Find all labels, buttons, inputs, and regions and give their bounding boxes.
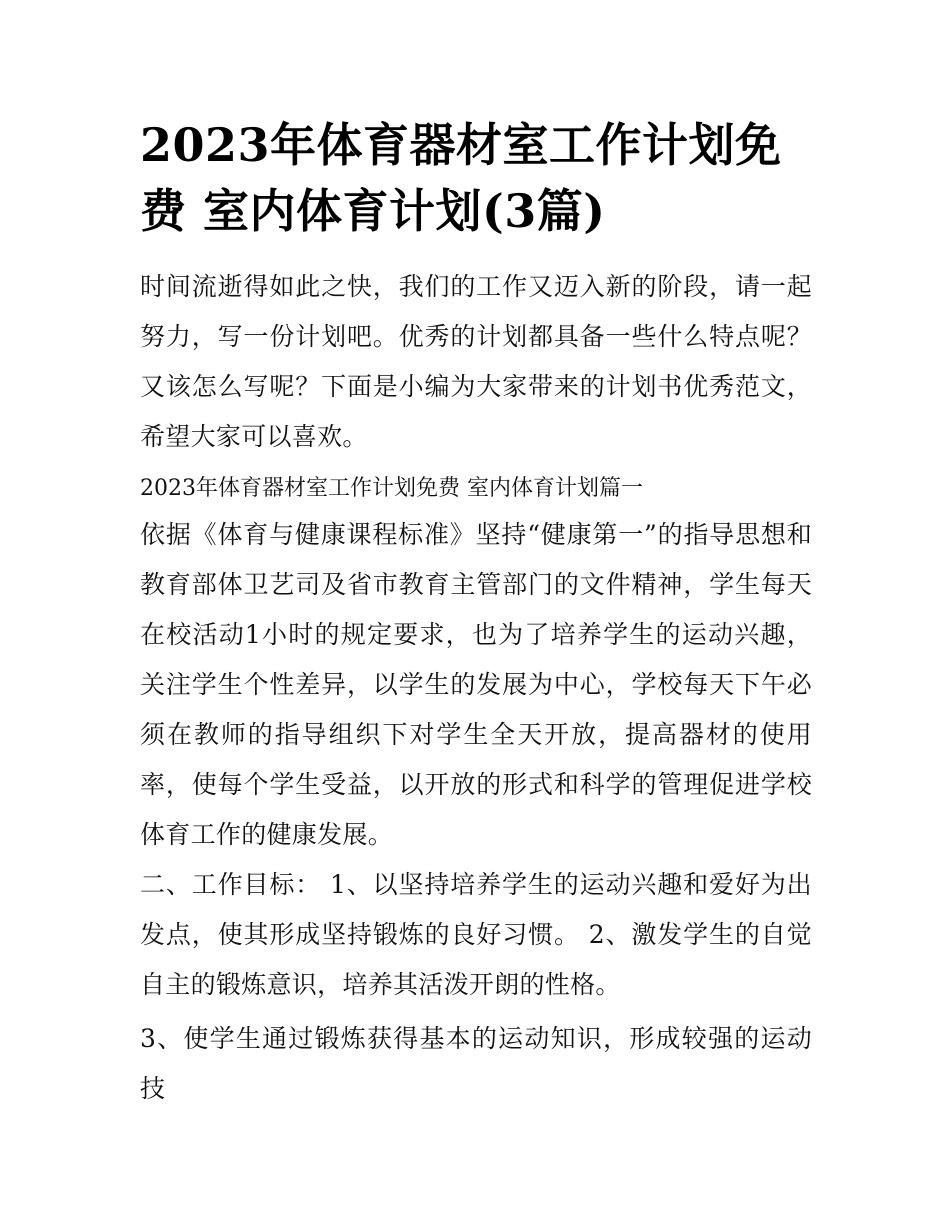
body-paragraph-2: 二、工作目标： 1、以坚持培养学生的运动兴趣和爱好为出发点，使其形成坚持锻炼的良好习惯。 2、激发学生的自觉自主的锻炼意识，培养其活泼开朗的性格。 — [140, 870, 812, 999]
document-title: 2023年体育器材室工作计划免费 室内体育计划(3篇) — [140, 118, 782, 238]
body-paragraph-1: 依据《体育与健康课程标准》坚持“健康第一”的指导思想和教育部体卫艺司及省市教育主管部门的文件精神，学生每天在校活动1小时的规定要求，也为了培养学生的运动兴趣，关注学生个性差异，以学生的发展为中心，学校每天下午必须在教师的指导组织下对学生全天开放，提高器材的使用率，使每个学生受益，以开放的形式和科学的管理促进学校体育工作的健康发展。 — [140, 520, 812, 849]
document-page — [140, 112, 812, 1114]
intro-paragraph: 时间流逝得如此之快，我们的工作又迈入新的阶段，请一起努力，写一份计划吧。优秀的计划都具备一些什么特点呢？又该怎么写呢？下面是小编为大家带来的计划书优秀范文，希望大家可以喜欢。 — [140, 272, 812, 451]
section-heading: 2023年体育器材室工作计划免费 室内体育计划篇一 — [140, 476, 643, 501]
body-paragraph-3: 3、使学生通过锻炼获得基本的运动知识，形成较强的运动技 — [140, 1024, 812, 1103]
